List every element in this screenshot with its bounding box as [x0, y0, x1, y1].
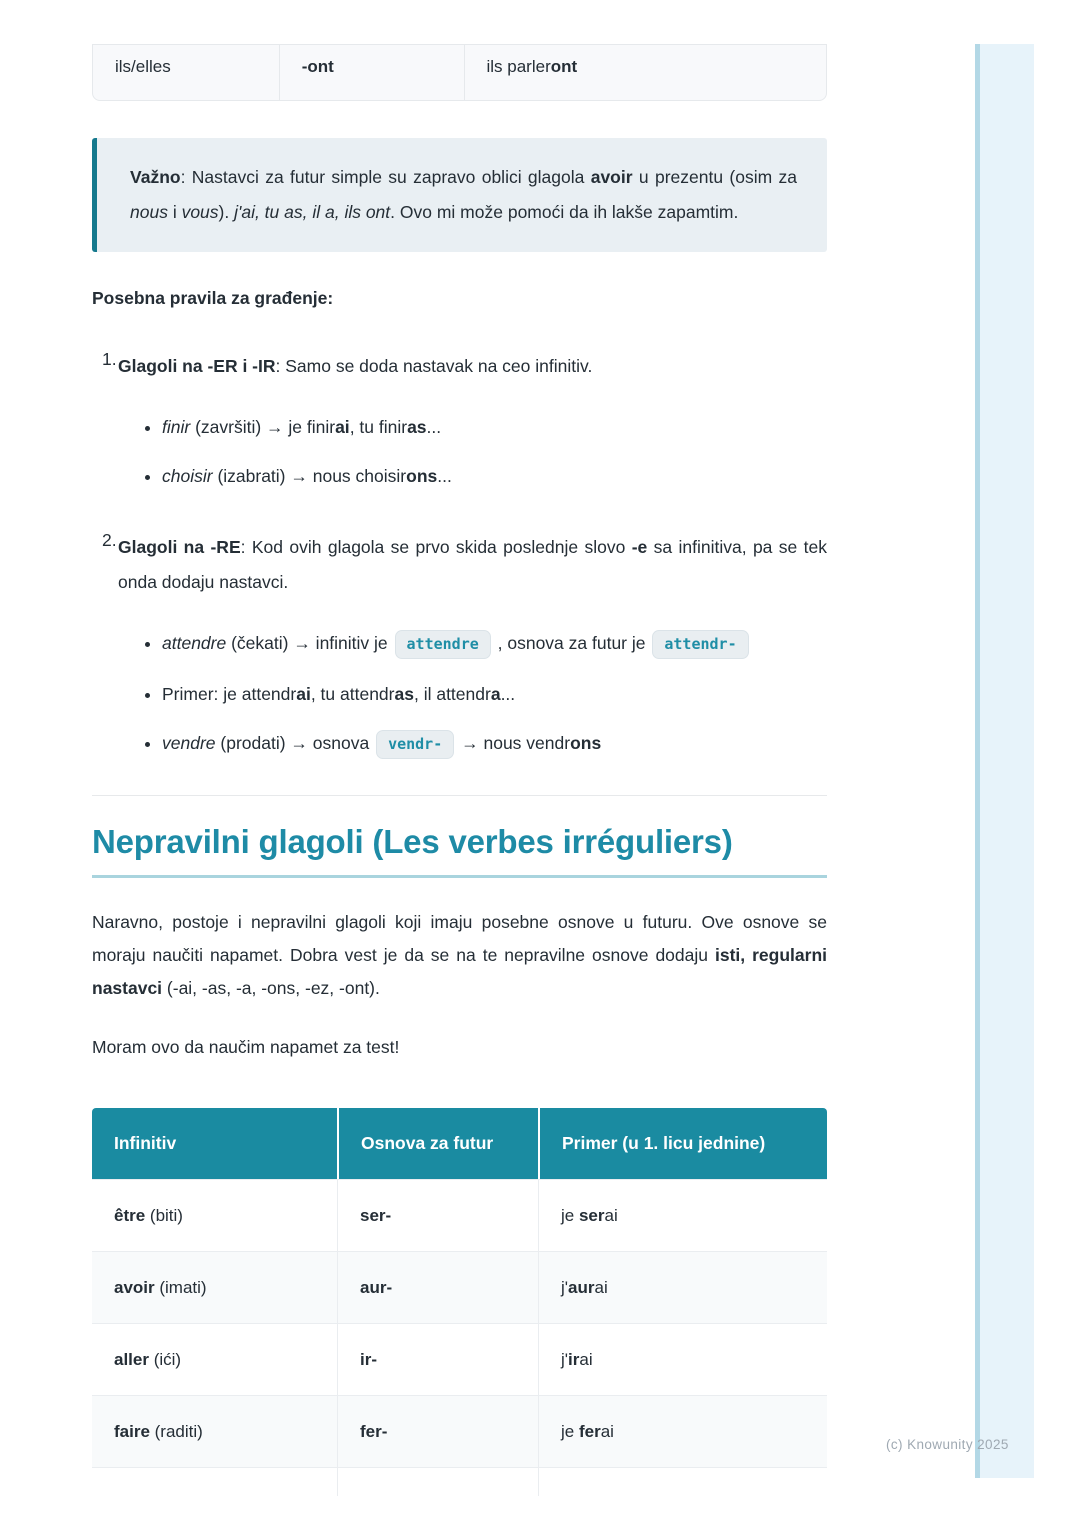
text-run: u prezentu (osim za [632, 167, 797, 187]
text-run: (izabrati) → nous choisir [212, 466, 407, 486]
code-chip: attendr- [652, 630, 748, 659]
text-run: a [490, 684, 501, 704]
table-row [92, 1179, 827, 1251]
table-row [92, 1251, 827, 1323]
table-cell [538, 1179, 827, 1251]
text-run: ai [604, 1205, 618, 1225]
list-item [162, 630, 827, 659]
rule-text [118, 349, 827, 384]
table-cell [92, 1323, 337, 1395]
table-cell [538, 1467, 827, 1496]
copyright-note: (c) Knowunity 2025 [886, 1437, 1009, 1452]
text-run: , osnova za futur je [492, 633, 651, 654]
text-run: ont [550, 57, 578, 76]
table-cell [92, 1395, 337, 1467]
text-run: ils parler [486, 57, 551, 76]
text-run: aur [568, 1277, 595, 1297]
text-run: aller [114, 1349, 149, 1369]
text-run: → nous vendr [456, 733, 571, 754]
study-note: Moram ovo da naučim napamet za test! [92, 1037, 400, 1057]
text-run: as [407, 417, 427, 437]
endings-table-row [92, 44, 827, 101]
document-page [92, 0, 827, 1496]
text-run: as [394, 684, 414, 704]
text-run: ons [406, 466, 438, 486]
text-run: vous [181, 202, 219, 222]
table-header [92, 1108, 827, 1179]
code-chip: attendre [395, 630, 491, 659]
text-run: ai [296, 684, 311, 704]
text-run: ser- [360, 1205, 392, 1225]
table-cell [337, 1179, 538, 1251]
irregular-verbs-table-wrapper [92, 1108, 827, 1496]
text-run: ... [437, 466, 452, 486]
table-cell [93, 45, 279, 100]
text-run: nous [130, 202, 168, 222]
column-header: Osnova za futur [337, 1108, 538, 1179]
bullet-list [118, 414, 827, 490]
text-run: : Samo se doda nastavak na ceo infinitiv. [275, 356, 593, 376]
text-run: (čekati) → infinitiv je [226, 633, 393, 654]
text-run: isti, regularni nastavci [92, 945, 827, 998]
table-cell [337, 1251, 538, 1323]
text-run: j' [561, 1349, 569, 1369]
rules-list [92, 349, 827, 759]
text-run: fer [578, 1421, 601, 1441]
list-number: 2. [102, 530, 117, 550]
table-cell [464, 45, 826, 100]
text-run: ai [600, 1421, 614, 1441]
table-cell [279, 45, 464, 100]
text-run: : Kod ovih glagola se prvo skida poslednje slovo [240, 537, 632, 557]
table-cell [538, 1251, 827, 1323]
list-item [162, 730, 827, 759]
text-run: avoir [590, 167, 633, 187]
text-run: , tu attendr [310, 684, 395, 704]
table-cell [538, 1395, 827, 1467]
section-heading: Nepravilni glagoli (Les verbes irréguliers) [92, 822, 827, 878]
text-run: Primer: je attendr [162, 684, 297, 704]
text-run: ai [335, 417, 350, 437]
text-run: (imati) [154, 1277, 207, 1297]
rule-body [118, 530, 827, 759]
text-run: (-ai, -as, -a, -ons, -ez, -ont). [162, 978, 380, 998]
rules-title: Posebna pravila za građenje: [92, 288, 334, 308]
text-run: aur- [360, 1277, 393, 1297]
text-run: (raditi) [149, 1421, 203, 1441]
text-run: sa infinitiva, pa se tek onda dodaju nastavci. [118, 537, 827, 592]
text-run: i [167, 202, 182, 222]
text-run: : Nastavci za futur simple su zapravo oblici glagola [180, 167, 591, 187]
text-run: (završiti) → je finir [190, 417, 336, 437]
text-run: je [561, 1421, 579, 1441]
text-run: finir [162, 417, 191, 437]
text-run: ai [579, 1349, 593, 1369]
text-run: ils/elles [115, 57, 171, 76]
text-run: choisir [162, 466, 213, 486]
table-cell [92, 1251, 337, 1323]
table-cell [337, 1467, 538, 1496]
right-accent-strip [975, 44, 1034, 1478]
intro-paragraph [92, 906, 827, 1005]
list-item [162, 681, 827, 708]
column-header: Primer (u 1. licu jednine) [538, 1108, 827, 1179]
text-run: j' [561, 1277, 569, 1297]
list-number: 1. [102, 349, 117, 369]
table-cell [92, 1467, 337, 1496]
text-run: Glagoli na -ER i -IR [118, 356, 276, 376]
text-run: (prodati) → osnova [215, 733, 375, 754]
table-row [92, 1323, 827, 1395]
table-cell [92, 1179, 337, 1251]
table-row-partial [92, 1467, 827, 1496]
list-item [162, 463, 827, 490]
table-row [92, 1395, 827, 1467]
text-run: ons [570, 733, 602, 754]
irregular-verbs-table [92, 1108, 827, 1496]
text-run: (biti) [145, 1205, 183, 1225]
text-run: , il attendr [413, 684, 491, 704]
text-run: -e [631, 537, 648, 557]
text-run: je [561, 1205, 579, 1225]
list-item [162, 414, 827, 441]
text-run: ... [500, 684, 516, 704]
text-run: ir- [360, 1349, 377, 1369]
text-run: vendre [162, 733, 216, 754]
column-header: Infinitiv [92, 1108, 337, 1179]
important-callout [92, 138, 827, 252]
text-run: Glagoli na -RE [118, 537, 241, 557]
code-chip: vendr- [376, 730, 454, 759]
text-run: être [114, 1205, 146, 1225]
text-run: -ont [301, 57, 334, 76]
text-run: ir [568, 1349, 580, 1369]
text-run: ser [578, 1205, 605, 1225]
text-run: faire [114, 1421, 150, 1441]
table-cell [337, 1323, 538, 1395]
text-run: (ići) [148, 1349, 182, 1369]
text-run: , tu finir [349, 417, 408, 437]
text-run: fer- [360, 1421, 388, 1441]
table-cell [538, 1323, 827, 1395]
rule-text [118, 530, 827, 600]
text-run: ). [218, 202, 235, 222]
bullet-list [118, 630, 827, 759]
text-run: Naravno, postoje i nepravilni glagoli koji imaju posebne osnove u futuru. Ove osnove se moraju naučiti napamet. Dobra vest je da se na te nepravilne osnove dodaju [92, 912, 827, 965]
rule-item [92, 349, 827, 490]
text-run: Važno [130, 167, 181, 187]
text-run: j'ai, tu as, il a, ils ont [234, 202, 391, 222]
text-run: . Ovo mi može pomoći da ih lakše zapamtim. [390, 202, 739, 222]
section-divider [92, 795, 827, 796]
table-cell [337, 1395, 538, 1467]
rule-item [92, 530, 827, 759]
text-run: avoir [114, 1277, 155, 1297]
text-run: ai [594, 1277, 608, 1297]
text-run: ... [426, 417, 442, 437]
text-run: attendre [162, 633, 227, 654]
rule-body [118, 349, 827, 490]
